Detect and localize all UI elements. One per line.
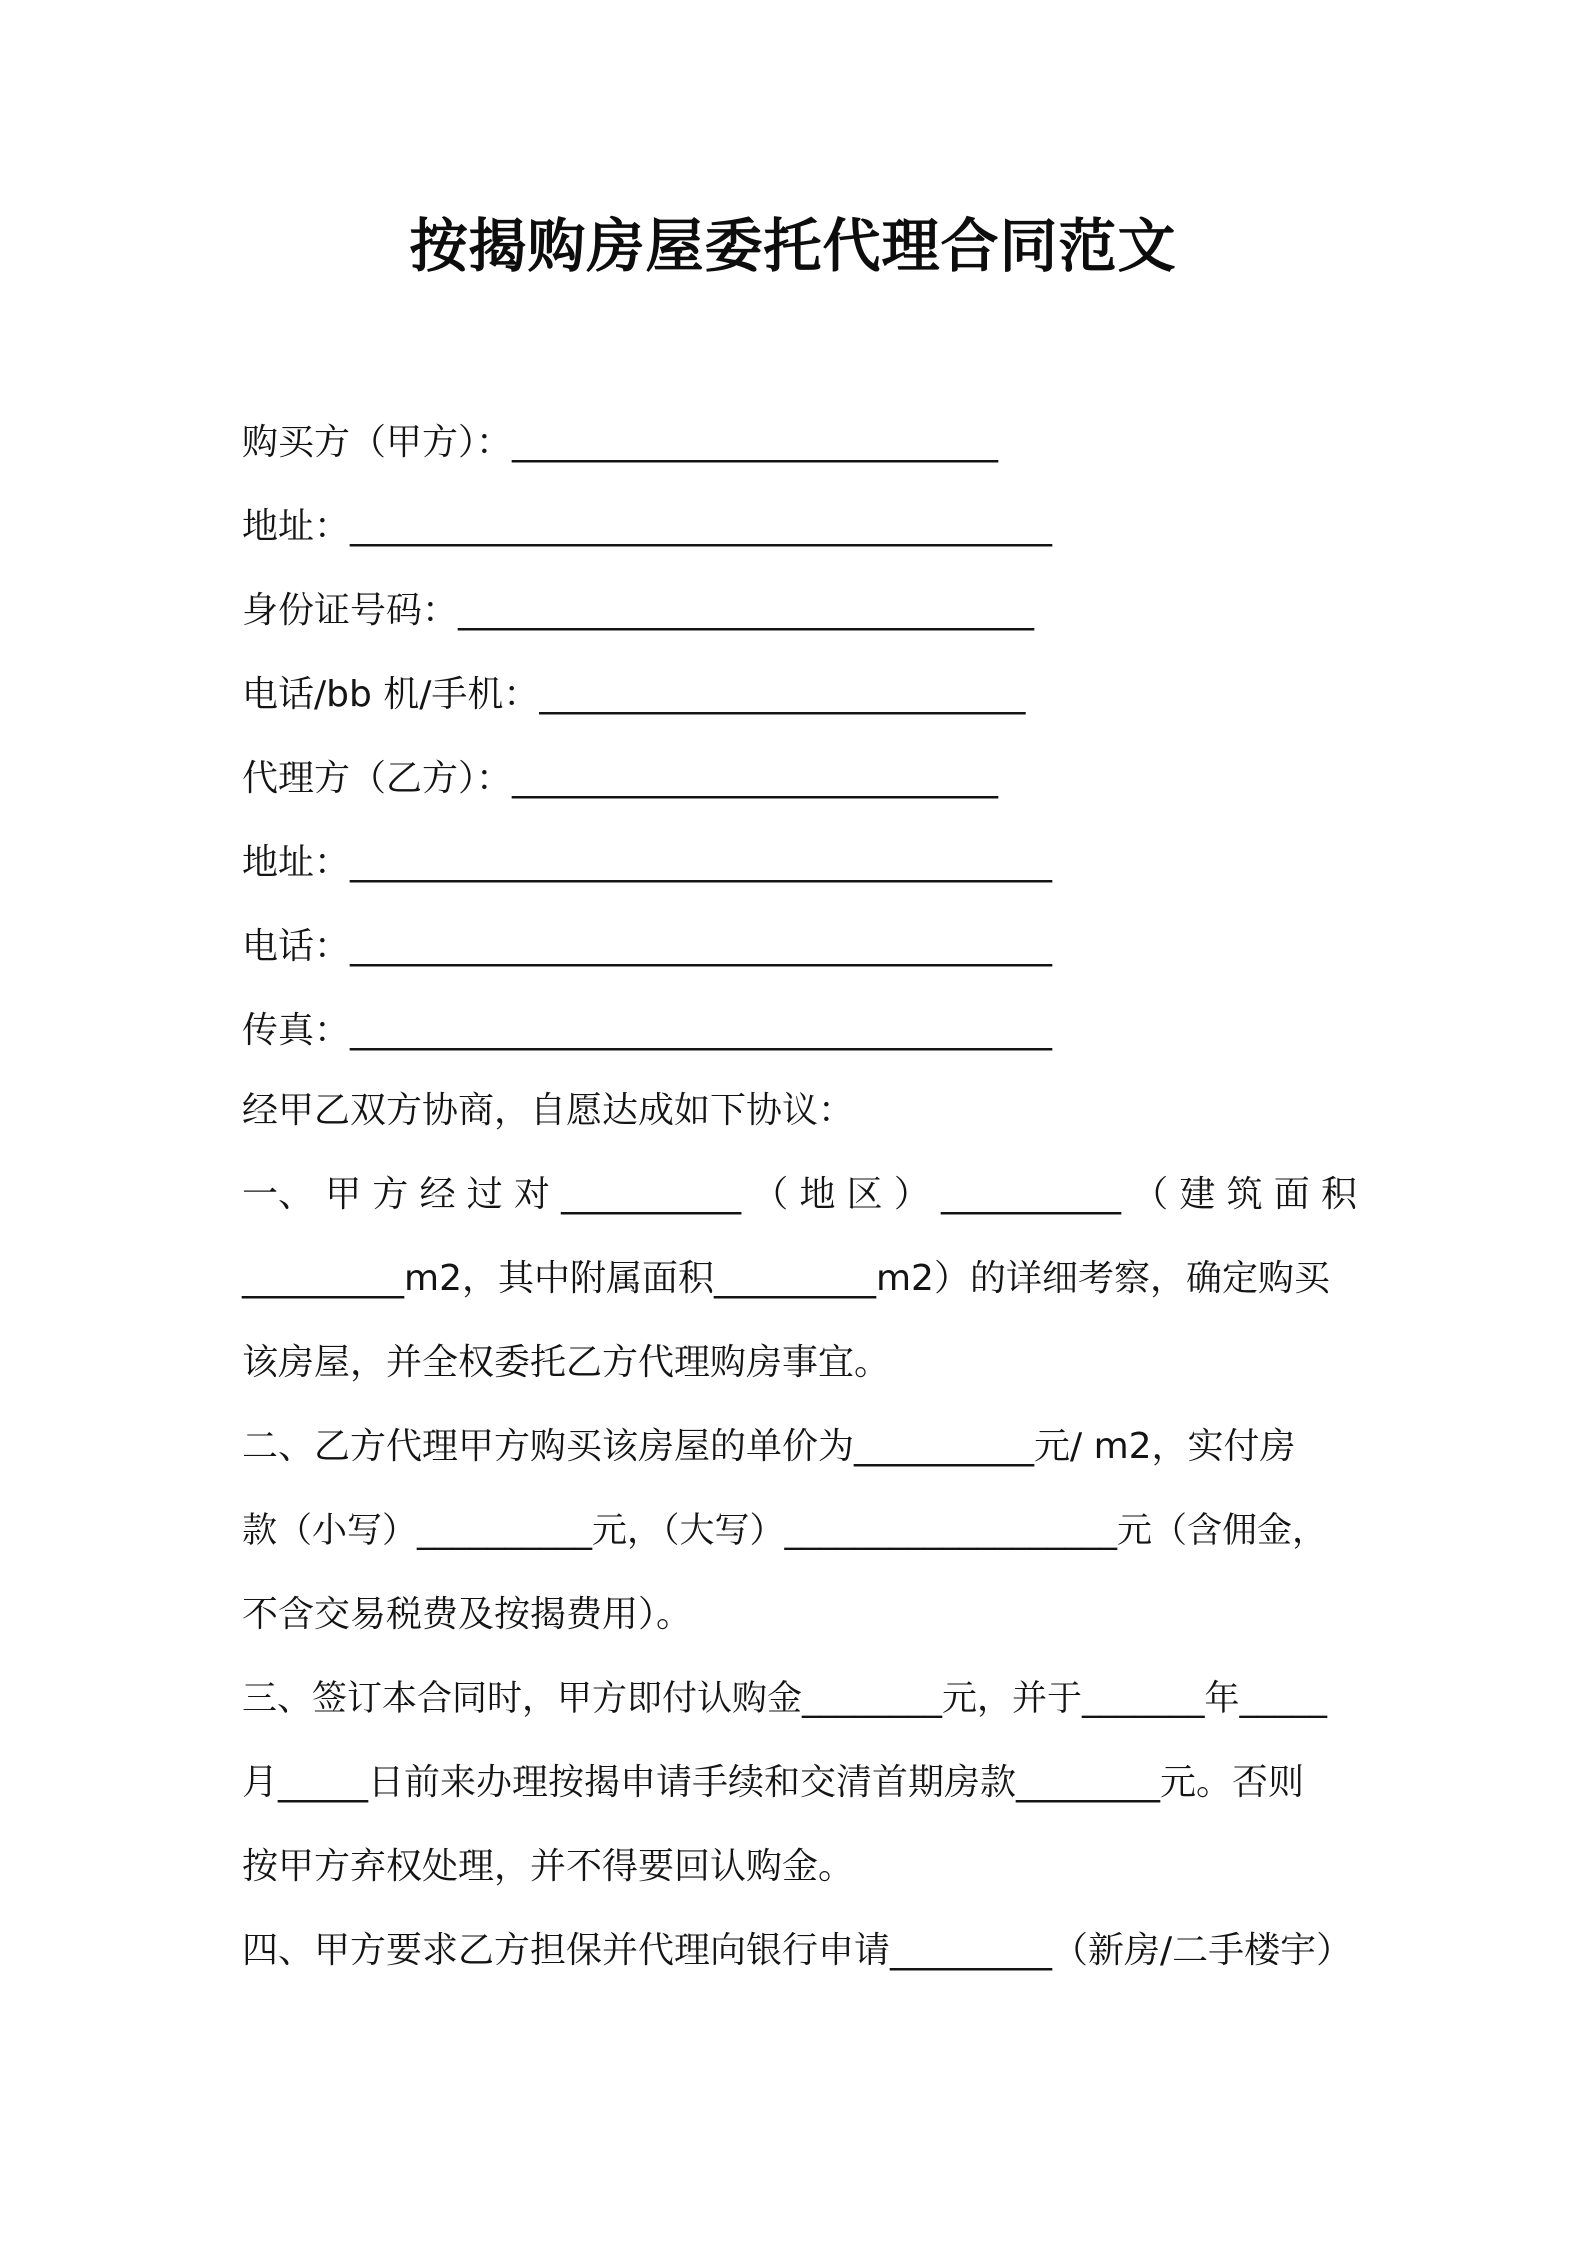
field-blank: _______________________________________	[350, 926, 1053, 967]
clause-2-line-3: 不含交易税费及按揭费用）。	[242, 1594, 693, 1635]
field-id-number	[242, 586, 1357, 636]
clause-1-line-1	[242, 1170, 1357, 1220]
field-label: 电话/bb 机/手机：	[242, 674, 540, 715]
field-blank: ___________________________	[512, 422, 999, 463]
field-buyer	[242, 418, 1357, 468]
clause-1-token: 区	[846, 1174, 883, 1215]
field-agent	[242, 754, 1357, 804]
clause-1-token: （	[1132, 1174, 1169, 1215]
clause-3-line-2: 月_____日前来办理按揭申请手续和交清首期房款________元。否则	[242, 1762, 1305, 1803]
clause-3-line-3: 按甲方弃权处理，并不得要回认购金。	[242, 1846, 855, 1887]
clause-2-line-1: 二、乙方代理甲方购买该房屋的单价为__________元/ m2，实付房	[242, 1426, 1296, 1467]
clause-1-token: __________	[941, 1174, 1122, 1215]
field-agent-phone	[242, 922, 1357, 972]
field-label: 购买方（甲方）：	[242, 422, 513, 463]
clause-1-line-3: 该房屋，并全权委托乙方代理购房事宜。	[242, 1342, 891, 1383]
field-label: 代理方（乙方）：	[242, 758, 513, 799]
field-label: 电话：	[242, 926, 351, 967]
clause-1-token: 甲	[325, 1174, 362, 1215]
field-phone-mobile	[242, 670, 1357, 720]
clause-1-token: __________	[561, 1174, 742, 1215]
field-blank: ___________________________	[512, 758, 999, 799]
clause-1-token: 对	[513, 1174, 550, 1215]
clause-1-token: 经	[419, 1174, 456, 1215]
field-label: 身份证号码：	[242, 590, 459, 631]
field-agent-fax	[242, 1006, 1357, 1056]
field-label: 传真：	[242, 1010, 351, 1051]
field-blank: ________________________________	[458, 590, 1035, 631]
field-label: 地址：	[242, 506, 351, 547]
clause-1-token: 建	[1179, 1174, 1216, 1215]
clause-1-token: 一、	[242, 1174, 315, 1215]
clause-1-token: 方	[372, 1174, 409, 1215]
clause-3-line-1: 三、签订本合同时，甲方即付认购金________元，并于_______年_____	[242, 1679, 1328, 1719]
clause-1-token: 积	[1320, 1174, 1357, 1215]
clause-1-token: 面	[1273, 1174, 1310, 1215]
agreement-intro: 经甲乙双方协商，自愿达成如下协议：	[242, 1090, 855, 1131]
clause-4-line-1: 四、甲方要求乙方担保并代理向银行申请_________（新房/二手楼宇）	[242, 1930, 1353, 1971]
clause-1-token: 过	[466, 1174, 503, 1215]
clause-1-token: 筑	[1226, 1174, 1263, 1215]
clause-1-justified-row	[242, 1170, 1357, 1220]
clause-1-token: 地	[799, 1174, 836, 1215]
clause-2-line-2: 款（小写）__________元，（大写）___________________元（含佣金，	[242, 1511, 1328, 1551]
document-title: 按揭购房屋委托代理合同范文	[409, 212, 1177, 280]
clause-1-token: ）	[893, 1174, 930, 1215]
field-agent-address	[242, 838, 1357, 888]
field-label: 地址：	[242, 842, 351, 883]
field-blank: ___________________________	[539, 674, 1026, 715]
field-buyer-address	[242, 502, 1357, 552]
clause-1-token: （	[752, 1174, 789, 1215]
field-blank: _______________________________________	[350, 842, 1053, 883]
field-blank: _______________________________________	[350, 506, 1053, 547]
clause-1-line-2: _________m2，其中附属面积_________m2）的详细考察，确定购买	[242, 1258, 1330, 1299]
field-blank: _______________________________________	[350, 1010, 1053, 1051]
